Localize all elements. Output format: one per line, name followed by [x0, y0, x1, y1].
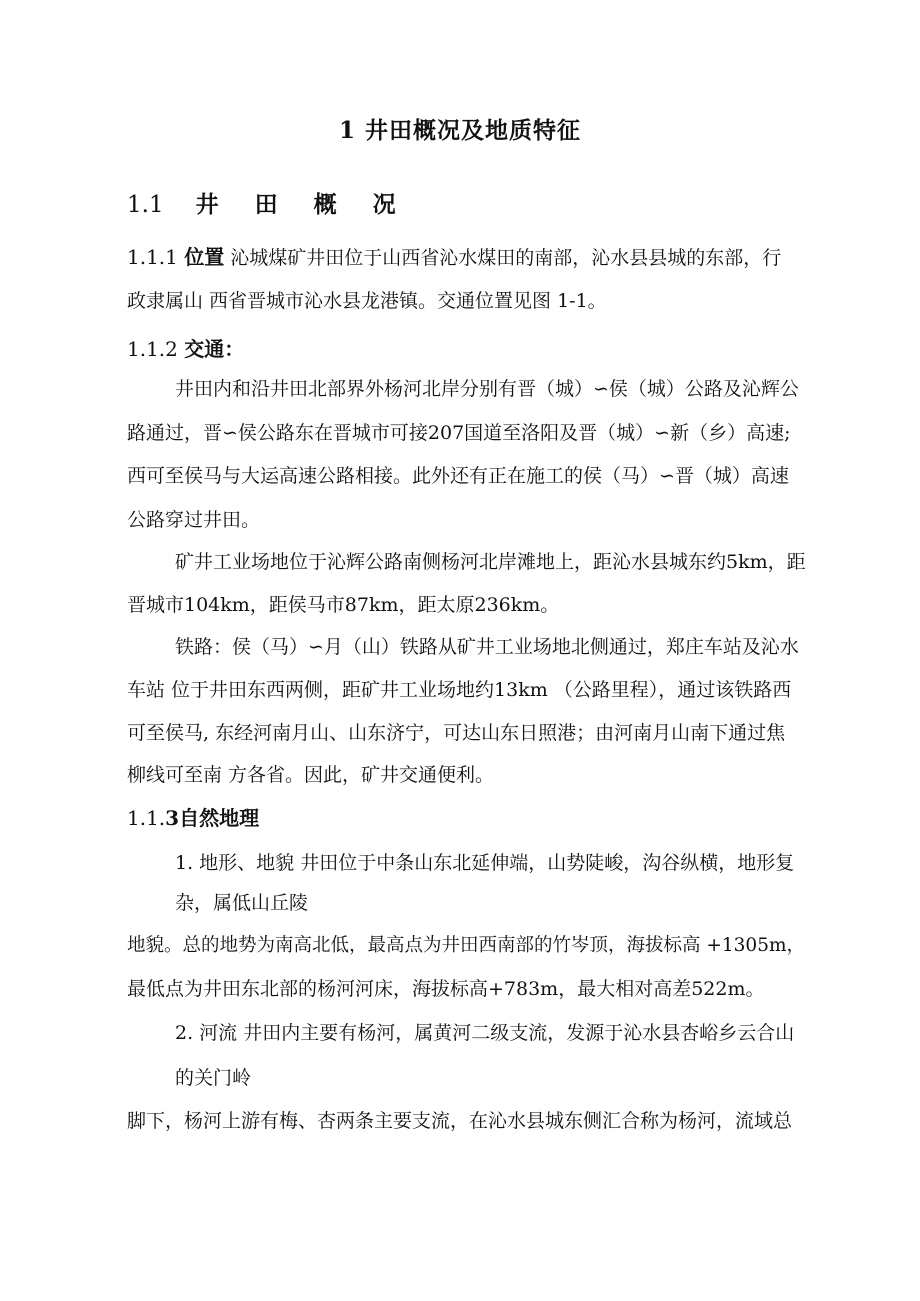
paragraph-line: 可至侯马, 东经河南月山、山东济宁，可达山东日照港；由河南月山南下通过焦: [127, 722, 786, 744]
section-heading: [127, 186, 410, 219]
subsection-number: 1.1.1: [127, 245, 178, 269]
paragraph-line: 矿井工业场地位于沁辉公路南侧杨河北岸滩地上，距沁水县城东约5km，距: [175, 551, 806, 573]
subsection-heading: [127, 336, 244, 362]
paragraph-line: 车站 位于井田东西两侧，距矿井工业场地约13km （公路里程），通过该铁路西: [127, 679, 792, 701]
list-item-line: 1. 地形、地貌 井田位于中条山东北延伸端，山势陡峻，沟谷纵横，地形复: [175, 852, 795, 874]
subsection-label: 位置: [184, 245, 225, 269]
paragraph-line: 晋城市104km，距侯马市87km，距太原236km。: [127, 594, 560, 616]
section-title: 井 田 概 况: [195, 191, 410, 218]
subsection-number: 1.1.2: [127, 337, 178, 361]
paragraph-line: 西可至侯马与大运高速公路相接。此外还有正在施工的侯（马）∽晋（城）高速: [127, 465, 789, 487]
paragraph-line: 脚下，杨河上游有梅、杏两条主要支流，在沁水县城东侧汇合称为杨河，流域总: [127, 1110, 793, 1132]
paragraph-line: 井田内和沿井田北部界外杨河北岸分别有晋（城）∽侯（城）公路及沁辉公: [175, 378, 799, 400]
list-item-line: 杂，属低山丘陵: [175, 892, 309, 914]
paragraph-line: 柳线可至南 方各省。因此，矿井交通便利。: [127, 764, 495, 786]
paragraph-text: 沁城煤矿井田位于山西省沁水煤田的南部，沁水县县城的东部，行: [230, 247, 782, 269]
section-number: 1.1: [127, 192, 164, 218]
paragraph-line: 政隶属山 西省晋城市沁水县龙港镇。交通位置见图 1-1。: [127, 290, 607, 312]
chapter-title: 1 井田概况及地质特征: [338, 117, 581, 144]
paragraph-line: 地貌。总的地势为南高北低，最高点为井田西南部的竹岑顶，海拔标高 +1305m，: [127, 935, 806, 956]
paragraph-line: 公路穿过井田。: [127, 509, 261, 531]
subsection-number: 1.1.: [127, 806, 166, 830]
subsection-location-line: [127, 244, 781, 271]
paragraph-line: 铁路：侯（马）∽月（山）铁路从矿井工业场地北侧通过，郑庄车站及沁水: [175, 636, 799, 658]
subsection-heading: [127, 805, 259, 831]
paragraph-line: 路通过，晋∽侯公路东在晋城市可接207国道至洛阳及晋（城）∽新（乡）高速;: [127, 422, 791, 444]
list-item-line: 的关门岭: [175, 1067, 252, 1089]
subsection-label: 3自然地理: [165, 806, 260, 830]
paragraph-line: 最低点为井田东北部的杨河河床，海拔标高+783m，最大相对高差522m。: [127, 978, 765, 1000]
subsection-label: 交通：: [184, 337, 245, 361]
list-item-line: 2. 河流 井田内主要有杨河，属黄河二级支流，发源于沁水县杏峪乡云合山: [175, 1022, 795, 1044]
